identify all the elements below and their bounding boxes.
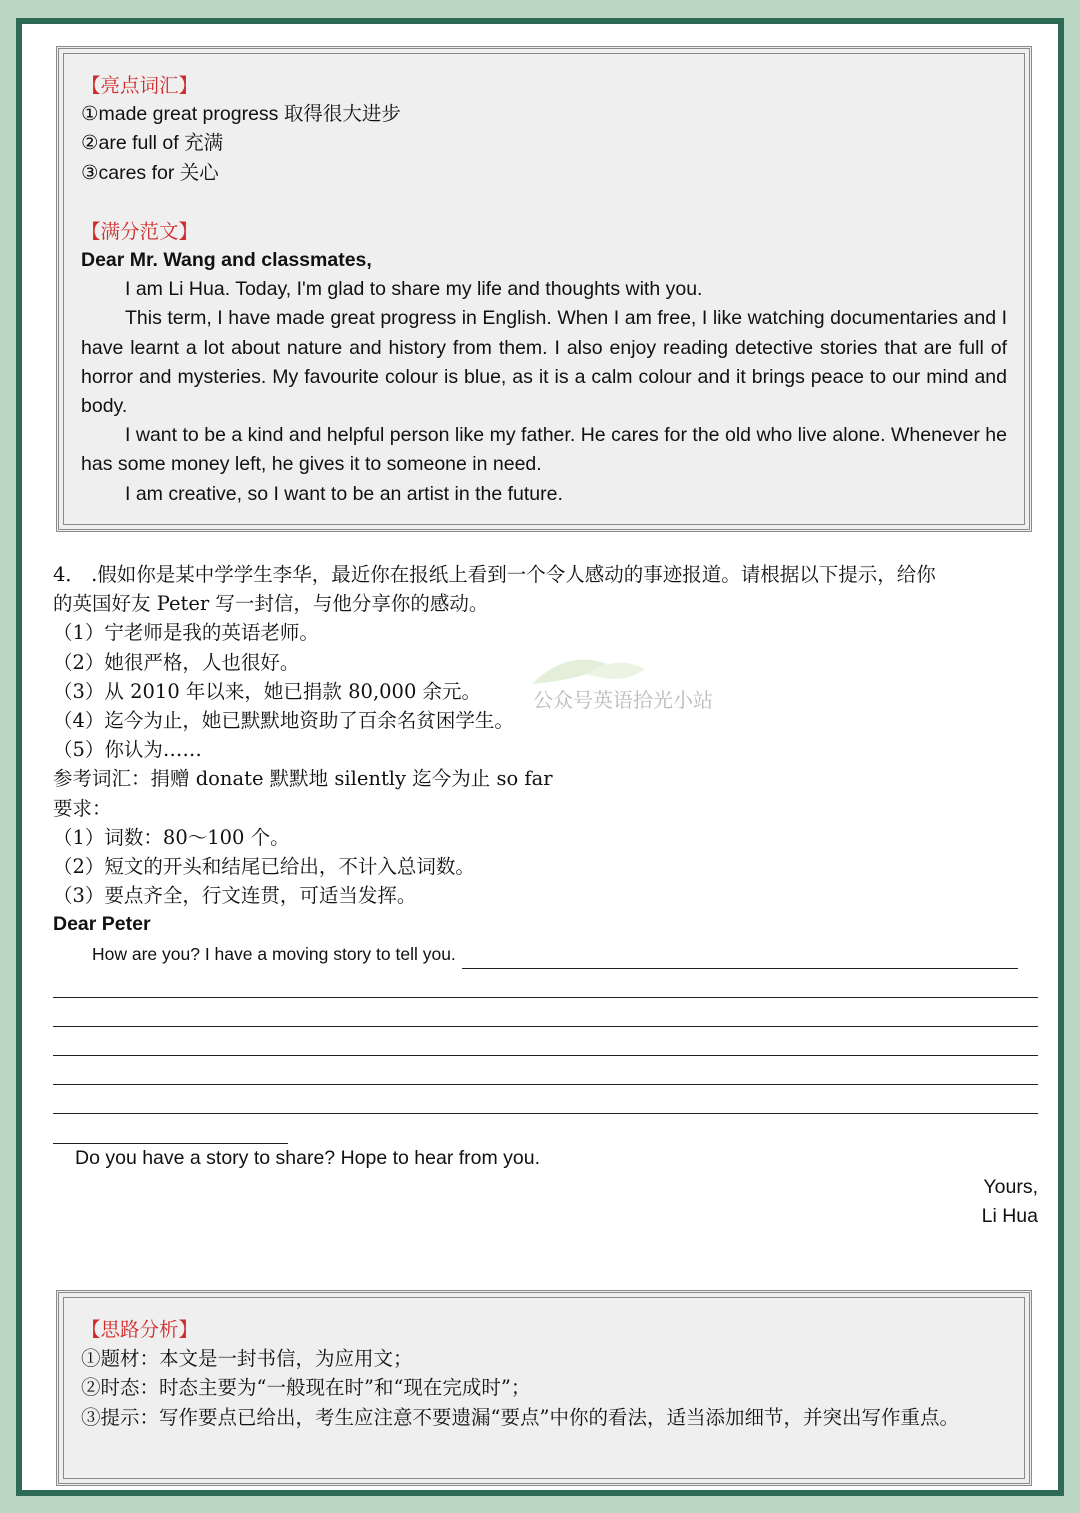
page [22,24,1058,1490]
essay-paragraph: I am Li Hua. Today, I'm glad to share my life and thoughts with you. [125,278,703,301]
essay-paragraph: I want to be a kind and helpful person like my father. He cares for the old who live alone. Whenever he has some money left, he gives it to someone in need. [81,424,1007,476]
requirement: （2）短文的开头和结尾已给出，不计入总词数。 [53,855,475,879]
essay-paragraph: I am creative, so I want to be an artist in the future. [125,482,563,505]
letter-greeting: Dear Mr. Wang and classmates, [81,249,372,272]
watermark-text: 公众号英语拾光小站 [533,688,713,712]
prompt-point: （1）宁老师是我的英语老师。 [53,621,319,645]
prompt-point: （3）从 2010 年以来，她已捐款 80,000 余元。 [53,679,482,703]
highlight-item: ②are full of 充满 [81,132,224,155]
answer-line[interactable] [53,1027,1038,1056]
answer-line[interactable] [53,1056,1038,1085]
requirement: （3）要点齐全，行文连贯，可适当发挥。 [53,884,417,908]
analysis-box [56,1290,1032,1486]
page-frame [16,18,1064,1496]
prompt-point: （2）她很严格，人也很好。 [53,650,300,674]
analysis-item: ③提示：写作要点已给出，考生应注意不要遗漏“要点”中你的看法，适当添加细节，并突出写作重点。 [81,1405,959,1429]
requirement: （1）词数：80～100 个。 [53,825,290,849]
model-essay-title: 【满分范文】 [81,219,199,243]
analysis-item: ②时态：时态主要为“一般现在时”和“现在完成时”； [81,1376,531,1400]
analysis-title: 【思路分析】 [81,1318,199,1341]
requirements-title: 要求： [53,796,112,820]
essay-paragraph: This term, I have made great progress in English. When I am free, I like watching documentaries and I have learnt a lot about nature and history from them. I also enjoy reading detective stories that are full of horror and mysteries. My favourite colour is blue, as it is a calm colour and it brings peace to our mind and body. [81,307,1007,418]
answer-line[interactable] [53,969,1038,998]
question-prompt-cont: 的英国好友 Peter 写一封信，与他分享你的感动。 [53,592,489,616]
letter-closing: Do you have a story to share? Hope to hear from you. [75,1146,541,1169]
highlights-title: 【亮点词汇】 [81,74,199,97]
highlight-item: ①made great progress 取得很大进步 [81,103,401,126]
letter-salutation: Dear Peter [53,913,151,936]
letter-signature: Li Hua [981,1205,1038,1228]
reference-vocab: 参考词汇：捐赠 donate 默默地 silently 迄今为止 so far [53,767,553,791]
answer-line[interactable] [462,940,1018,969]
question-section [53,560,1038,1231]
prompt-point: （5）你认为…… [53,738,202,762]
highlight-item: ③cares for 关心 [81,161,219,184]
prompt-point: （4）迄今为止，她已默默地资助了百余名贫困学生。 [53,709,514,733]
letter-sign-off: Yours, [983,1176,1038,1199]
question-prompt: 4． .假如你是某中学学生李华，最近你在报纸上看到一个令人感动的事迹报道。请根据以下提示，给你 [53,563,936,586]
analysis-item: ①题材：本文是一封书信，为应用文； [81,1347,413,1371]
answer-line[interactable] [53,1085,1038,1114]
highlight-box [56,46,1032,532]
answer-line[interactable] [53,998,1038,1027]
letter-opening: How are you? I have a moving story to tell you. [92,943,456,964]
answer-line[interactable] [53,1114,288,1144]
